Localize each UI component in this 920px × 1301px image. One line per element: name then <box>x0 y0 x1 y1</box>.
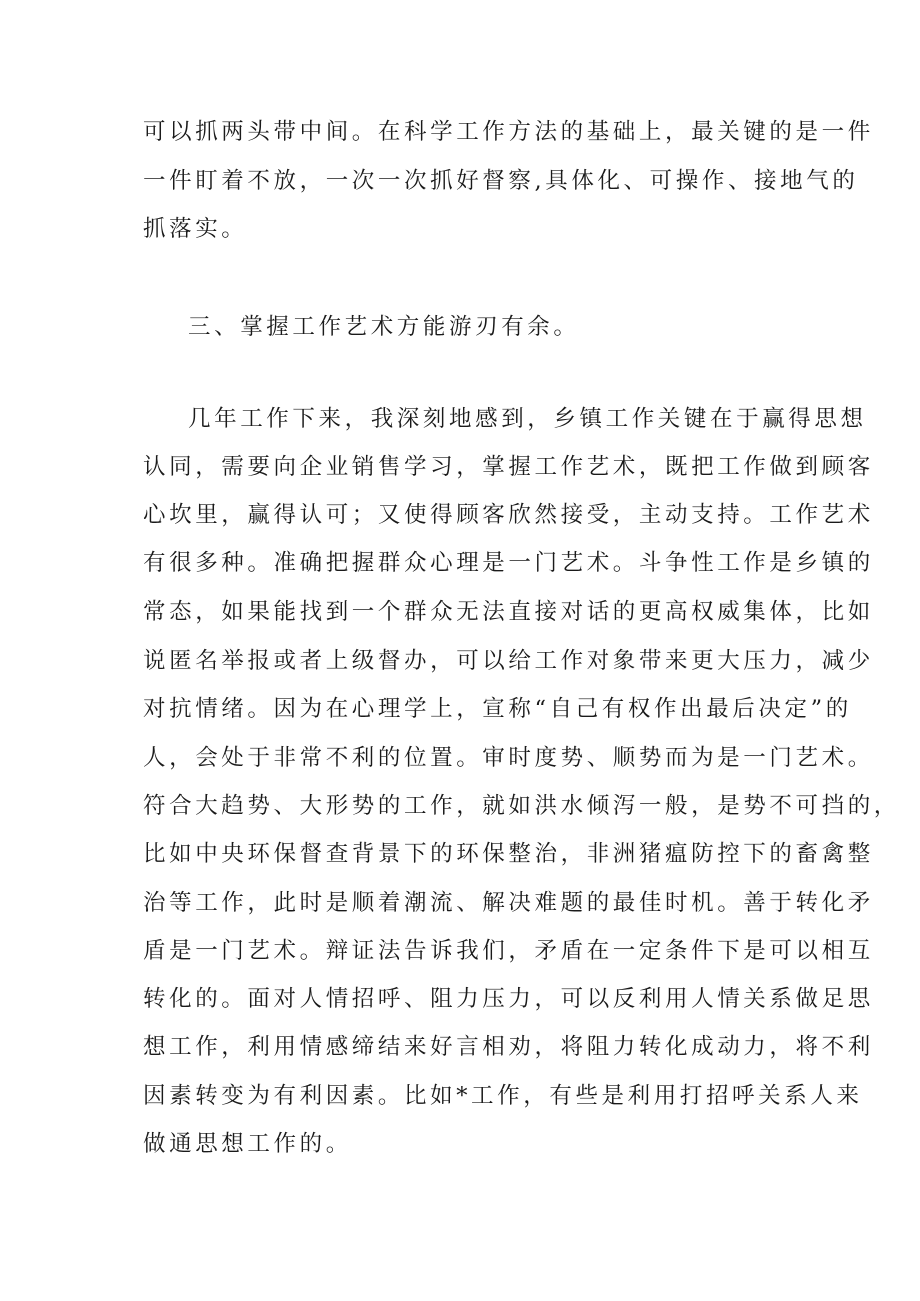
paragraph-2-line-3: 心坎里，赢得认可；又使得顾客欣然接受，主动支持。工作艺术 <box>143 502 874 528</box>
paragraph-2-line-7: 对抗情绪。因为在心理学上，宣称“自己有权作出最后决定”的 <box>143 696 852 722</box>
paragraph-2-line-2: 认同，需要向企业销售学习，掌握工作艺术，既把工作做到顾客 <box>143 454 874 480</box>
paragraph-2-line-9: 符合大趋势、大形势的工作，就如洪水倾泻一般，是势不可挡的， <box>143 793 900 819</box>
paragraph-2-line-8: 人，会处于非常不利的位置。审时度势、顺势而为是一门艺术。 <box>143 745 874 771</box>
paragraph-1-line-2: 一件盯着不放，一次一次抓好督察,具体化、可操作、接地气的 <box>143 168 859 194</box>
paragraph-2-line-4: 有很多种。准确把握群众心理是一门艺术。斗争性工作是乡镇的 <box>143 550 874 576</box>
paragraph-2-line-10: 比如中央环保督查背景下的环保整治，非洲猪瘟防控下的畜禽整 <box>143 841 874 867</box>
section-heading-3: 三、掌握工作艺术方能游刃有余。 <box>188 314 580 340</box>
paragraph-2-line-6: 说匿名举报或者上级督办，可以给工作对象带来更大压力，减少 <box>143 648 874 674</box>
paragraph-2-line-12: 盾是一门艺术。辩证法告诉我们，矛盾在一定条件下是可以相互 <box>143 938 874 964</box>
paragraph-1-line-3: 抓落实。 <box>143 216 248 242</box>
paragraph-2-line-11: 治等工作，此时是顺着潮流、解决难题的最佳时机。善于转化矛 <box>143 890 874 916</box>
paragraph-1-line-1: 可以抓两头带中间。在科学工作方法的基础上，最关键的是一件 <box>143 119 874 145</box>
paragraph-2-line-16: 做通思想工作的。 <box>143 1131 352 1157</box>
paragraph-2-line-1: 几年工作下来，我深刻地感到，乡镇工作关键在于赢得思想 <box>188 406 867 432</box>
paragraph-2-line-5: 常态，如果能找到一个群众无法直接对话的更高权威集体，比如 <box>143 599 874 625</box>
paragraph-2-line-15: 因素转变为有利因素。比如*工作，有些是利用打招呼关系人来 <box>143 1083 863 1109</box>
paragraph-2-line-13: 转化的。面对人情招呼、阻力压力，可以反利用人情关系做足思 <box>143 986 874 1012</box>
paragraph-2-line-14: 想工作，利用情感缔结来好言相劝，将阻力转化成动力，将不利 <box>143 1034 874 1060</box>
